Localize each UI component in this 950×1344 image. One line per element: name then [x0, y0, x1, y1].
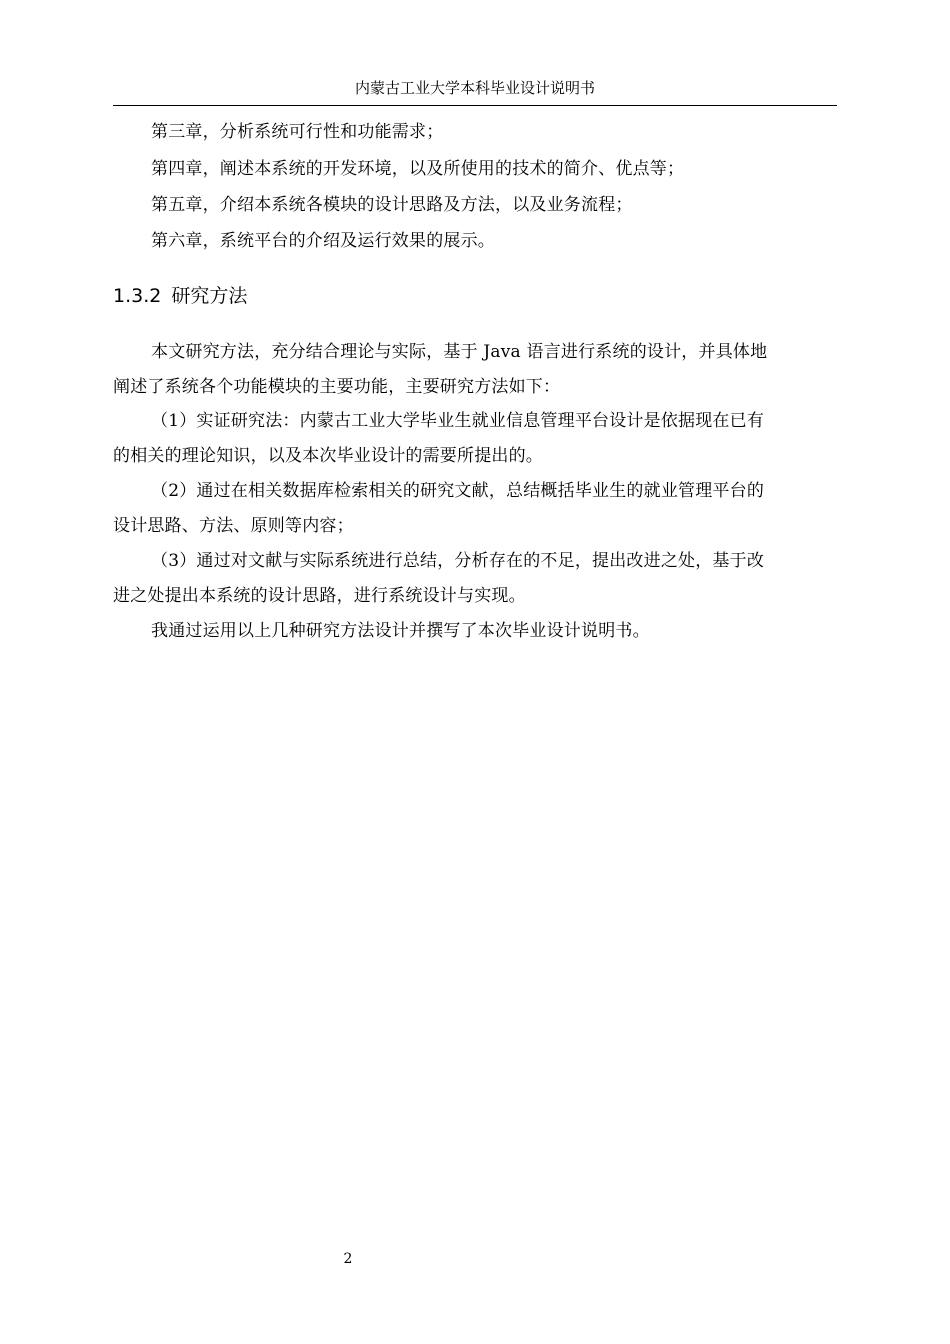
- header-title: 内蒙古工业大学本科毕业设计说明书: [354, 79, 595, 97]
- section-title: 研究方法: [171, 285, 248, 307]
- page-number: 2: [343, 1251, 353, 1267]
- chapter-4-line: 第四章，阐述本系统的开发环境，以及所使用的技术的简介、优点等；: [151, 159, 685, 179]
- section-heading: [113, 282, 247, 310]
- method-2-line-2: 设计思路、方法、原则等内容；: [113, 516, 354, 536]
- conclusion-line: 我通过运用以上几种研究方法设计并撰写了本次毕业设计说明书。: [151, 621, 650, 641]
- chapter-3-line: 第三章，分析系统可行性和功能需求；: [151, 122, 444, 142]
- chapter-5-line: 第五章，介绍本系统各模块的设计思路及方法，以及业务流程；: [151, 195, 633, 215]
- page-header: [113, 78, 837, 106]
- method-3-line-2: 进之处提出本系统的设计思路，进行系统设计与实现。: [113, 586, 526, 606]
- method-1-line-1: （1）实证研究法：内蒙古工业大学毕业生就业信息管理平台设计是依据现在已有: [151, 411, 765, 431]
- intro-paragraph-line-2: 阐述了系统各个功能模块的主要功能，主要研究方法如下：: [113, 377, 561, 397]
- method-3-line-1: （3）通过对文献与实际系统进行总结，分析存在的不足，提出改进之处，基于改: [151, 551, 765, 571]
- method-1-line-2: 的相关的理论知识，以及本次毕业设计的需要所提出的。: [113, 446, 543, 466]
- intro-paragraph-line-1: 本文研究方法，充分结合理论与实际，基于 Java 语言进行系统的设计，并具体地: [151, 342, 768, 362]
- method-2-line-1: （2）通过在相关数据库检索相关的研究文献，总结概括毕业生的就业管理平台的: [151, 481, 765, 501]
- chapter-6-line: 第六章，系统平台的介绍及运行效果的展示。: [151, 231, 495, 251]
- section-number: 1.3.2: [113, 285, 162, 307]
